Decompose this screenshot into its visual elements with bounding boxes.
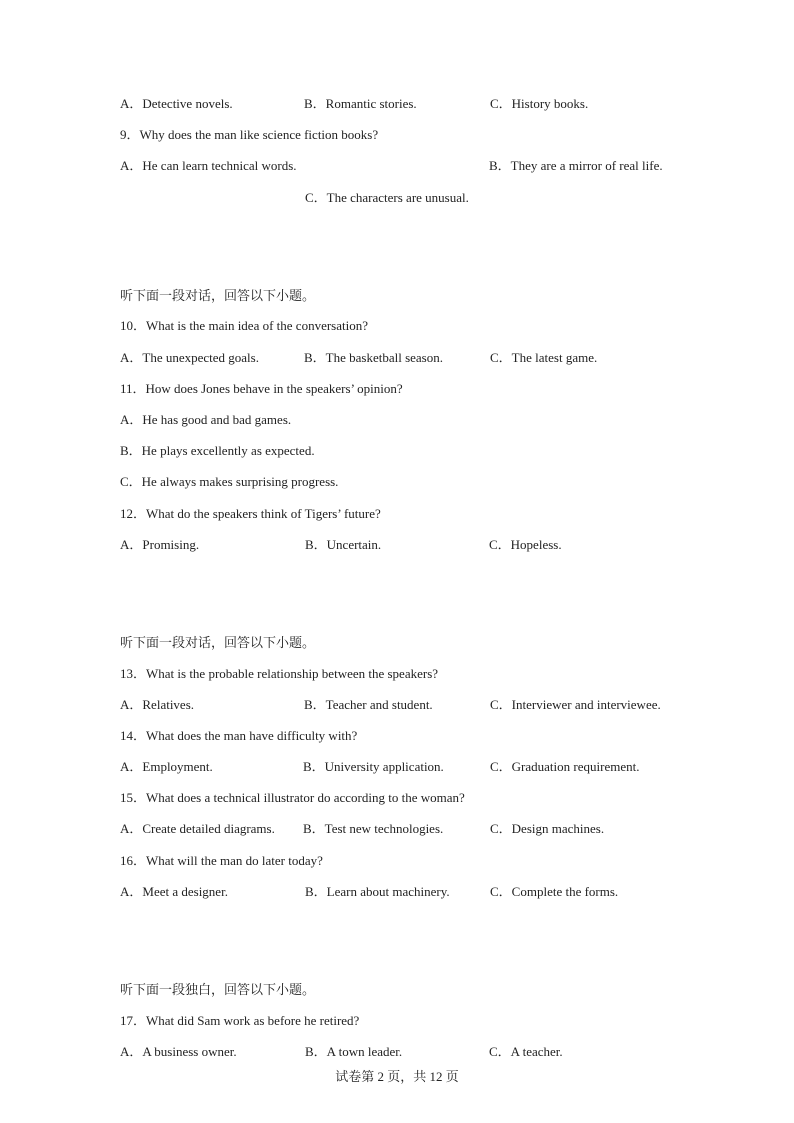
- q14-option-b: B．University application.: [303, 759, 444, 774]
- q8-option-c: C．History books.: [490, 96, 589, 111]
- q16-question: 16．What will the man do later today?: [120, 853, 323, 868]
- q17-option-c: C．A teacher.: [489, 1044, 563, 1059]
- q12-option-c: C．Hopeless.: [489, 537, 562, 552]
- q10-option-a: A．The unexpected goals.: [120, 350, 259, 365]
- q16-option-c: C．Complete the forms.: [490, 884, 619, 899]
- q10-option-b: B．The basketball season.: [304, 350, 443, 365]
- q12-option-b: B．Uncertain.: [305, 537, 382, 552]
- q16-option-a: A．Meet a designer.: [120, 884, 228, 899]
- q14-question: 14．What does the man have difficulty with?: [120, 728, 358, 743]
- q16-option-b: B．Learn about machinery.: [305, 884, 450, 899]
- section-heading: 听下面一段对话，回答以下小题。: [120, 288, 316, 303]
- q10-option-c: C．The latest game.: [490, 350, 598, 365]
- q11-option-a: A．He has good and bad games.: [120, 412, 292, 427]
- section-heading: 听下面一段对话，回答以下小题。: [120, 635, 316, 650]
- q11-question: 11．How does Jones behave in the speakers’ opinion?: [120, 381, 403, 396]
- q17-option-a: A．A business owner.: [120, 1044, 237, 1059]
- q13-question: 13．What is the probable relationship between the speakers?: [120, 666, 439, 681]
- q15-option-b: B．Test new technologies.: [303, 821, 444, 836]
- q9-option-c: C．The characters are unusual.: [305, 190, 469, 205]
- q12-question: 12．What do the speakers think of Tigers’ future?: [120, 506, 381, 521]
- q17-option-b: B．A town leader.: [305, 1044, 403, 1059]
- q13-option-c: C．Interviewer and interviewee.: [490, 697, 661, 712]
- section-heading: 听下面一段独白，回答以下小题。: [120, 982, 316, 997]
- q12-option-a: A．Promising.: [120, 537, 200, 552]
- q9-option-b: B．They are a mirror of real life.: [489, 158, 663, 173]
- q8-option-b: B．Romantic stories.: [304, 96, 417, 111]
- q14-option-a: A．Employment.: [120, 759, 213, 774]
- q11-option-b: B．He plays excellently as expected.: [120, 443, 315, 458]
- q8-option-a: A．Detective novels.: [120, 96, 233, 111]
- q14-option-c: C．Graduation requirement.: [490, 759, 640, 774]
- q15-option-c: C．Design machines.: [490, 821, 605, 836]
- q17-question: 17．What did Sam work as before he retired?: [120, 1013, 360, 1028]
- q9-option-a: A．He can learn technical words.: [120, 158, 297, 173]
- q13-option-a: A．Relatives.: [120, 697, 195, 712]
- q10-question: 10．What is the main idea of the conversation?: [120, 318, 369, 333]
- q9-question: 9．Why does the man like science fiction books?: [120, 127, 379, 142]
- q15-option-a: A．Create detailed diagrams.: [120, 821, 275, 836]
- q11-option-c: C．He always makes surprising progress.: [120, 474, 339, 489]
- page-footer: 试卷第 2 页，共 12 页: [335, 1069, 459, 1084]
- q15-question: 15．What does a technical illustrator do according to the woman?: [120, 790, 465, 805]
- q13-option-b: B．Teacher and student.: [304, 697, 433, 712]
